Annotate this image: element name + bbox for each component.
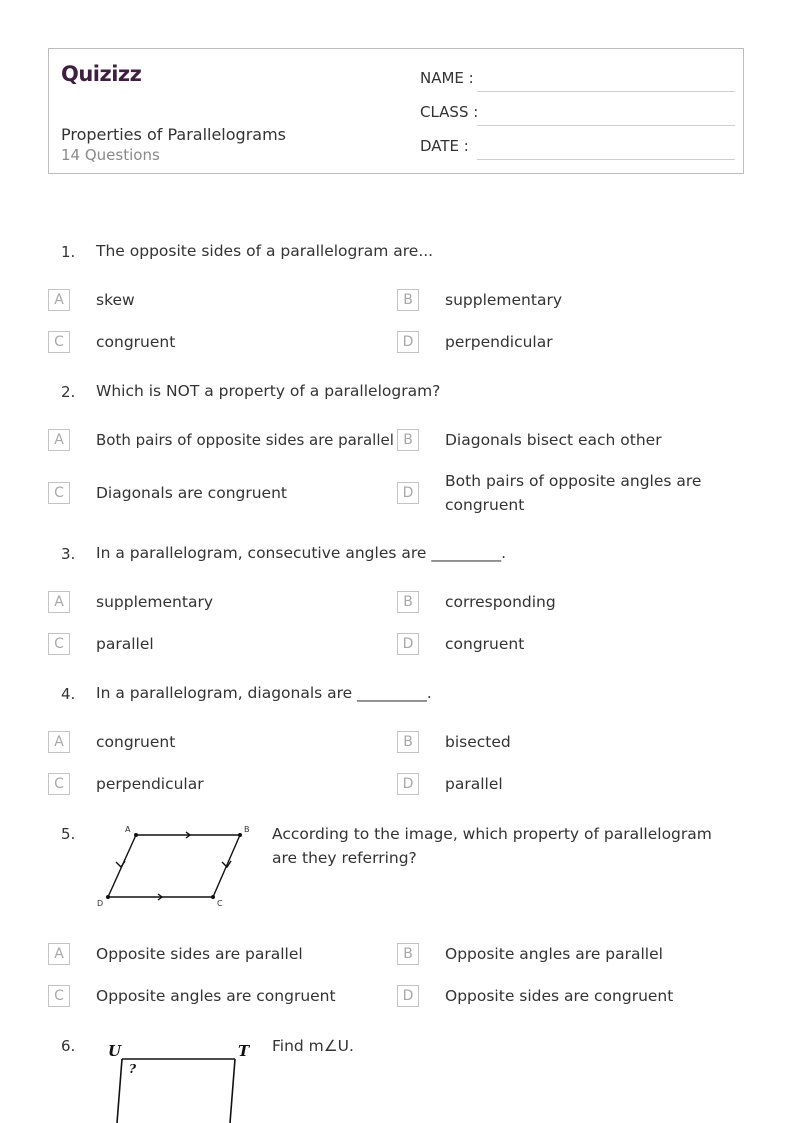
option-a-box[interactable]: A [48, 429, 70, 451]
option-d-box[interactable]: D [397, 773, 419, 795]
option-c-text: parallel [96, 635, 154, 653]
date-field[interactable] [420, 137, 735, 161]
side-left [117, 1059, 122, 1123]
question-text: In a parallelogram, diagonals are _________. [96, 684, 432, 702]
question-number: 6. [61, 1037, 76, 1055]
name-field[interactable] [420, 69, 735, 93]
option-a-text: congruent [96, 733, 176, 751]
option-a-box[interactable]: A [48, 289, 70, 311]
option-a-box[interactable]: A [48, 591, 70, 613]
question-number: 3. [61, 545, 76, 563]
option-d-box[interactable]: D [397, 985, 419, 1007]
option-c-text: Opposite angles are congruent [96, 987, 336, 1005]
option-c-text: perpendicular [96, 775, 204, 793]
option-b-box[interactable]: B [397, 943, 419, 965]
label-a: A [125, 825, 131, 834]
question-text: Which is NOT a property of a parallelogram? [96, 382, 441, 400]
question-number: 5. [61, 825, 76, 843]
question-number: 1. [61, 243, 76, 261]
question-text: Find m∠U. [272, 1037, 354, 1055]
question-number: 2. [61, 383, 76, 401]
option-d-box[interactable]: D [397, 331, 419, 353]
label-u: U [108, 1042, 122, 1060]
name-label: NAME : [420, 69, 474, 87]
svg-text:Quizizz: Quizizz [61, 62, 142, 86]
option-d-box[interactable]: D [397, 482, 419, 504]
question-text: In a parallelogram, consecutive angles are _________. [96, 544, 507, 562]
vertex-d [106, 895, 110, 899]
option-b-text: corresponding [445, 593, 556, 611]
label-t: T [238, 1042, 250, 1060]
side-right [230, 1059, 235, 1123]
option-d-text: parallel [445, 775, 503, 793]
date-label: DATE : [420, 137, 469, 155]
worksheet-header [48, 48, 744, 174]
option-d-text: congruent [445, 635, 525, 653]
option-a-text: Opposite sides are parallel [96, 945, 303, 963]
option-d-text: Opposite sides are congruent [445, 987, 674, 1005]
option-b-text: bisected [445, 733, 511, 751]
label-b: B [244, 825, 250, 834]
arrow-bc [222, 861, 231, 867]
question-text: According to the image, which property of parallelogram are they referring? [272, 825, 712, 867]
class-field[interactable] [420, 103, 735, 127]
option-b-text: supplementary [445, 291, 562, 309]
parallelogram-figure [92, 822, 262, 912]
option-b-text: Diagonals bisect each other [445, 431, 662, 449]
date-line [477, 159, 735, 160]
option-c-box[interactable]: C [48, 773, 70, 795]
quizizz-logo [61, 60, 153, 86]
option-c-text: congruent [96, 333, 176, 351]
question-count: 14 Questions [61, 146, 160, 164]
worksheet-title: Properties of Parallelograms [61, 125, 286, 144]
option-b-box[interactable]: B [397, 591, 419, 613]
vertex-b [238, 833, 242, 837]
quadrilateral-figure [100, 1038, 260, 1123]
option-c-box[interactable]: C [48, 985, 70, 1007]
vertex-c [211, 895, 215, 899]
option-a-text: skew [96, 291, 135, 309]
option-a-box[interactable]: A [48, 731, 70, 753]
option-b-box[interactable]: B [397, 289, 419, 311]
option-c-text: Diagonals are congruent [96, 484, 287, 502]
class-label: CLASS : [420, 103, 479, 121]
option-c-box[interactable]: C [48, 331, 70, 353]
label-d: D [97, 899, 104, 908]
label-unknown: ? [129, 1062, 137, 1076]
option-a-text: supplementary [96, 593, 213, 611]
class-line [477, 125, 735, 126]
option-b-text: Opposite angles are parallel [445, 945, 663, 963]
option-b-box[interactable]: B [397, 429, 419, 451]
option-a-text: Both pairs of opposite sides are parallel [96, 431, 394, 449]
option-a-box[interactable]: A [48, 943, 70, 965]
question-text: The opposite sides of a parallelogram are... [96, 242, 434, 260]
arrow-ad [116, 861, 125, 867]
option-d-text: perpendicular [445, 333, 553, 351]
vertex-a [134, 833, 138, 837]
option-c-box[interactable]: C [48, 482, 70, 504]
name-line [477, 91, 735, 92]
option-d-text: Both pairs of opposite angles are congruent [445, 472, 702, 514]
question-number: 4. [61, 685, 76, 703]
option-d-box[interactable]: D [397, 633, 419, 655]
option-b-box[interactable]: B [397, 731, 419, 753]
label-c: C [217, 899, 223, 908]
option-c-box[interactable]: C [48, 633, 70, 655]
